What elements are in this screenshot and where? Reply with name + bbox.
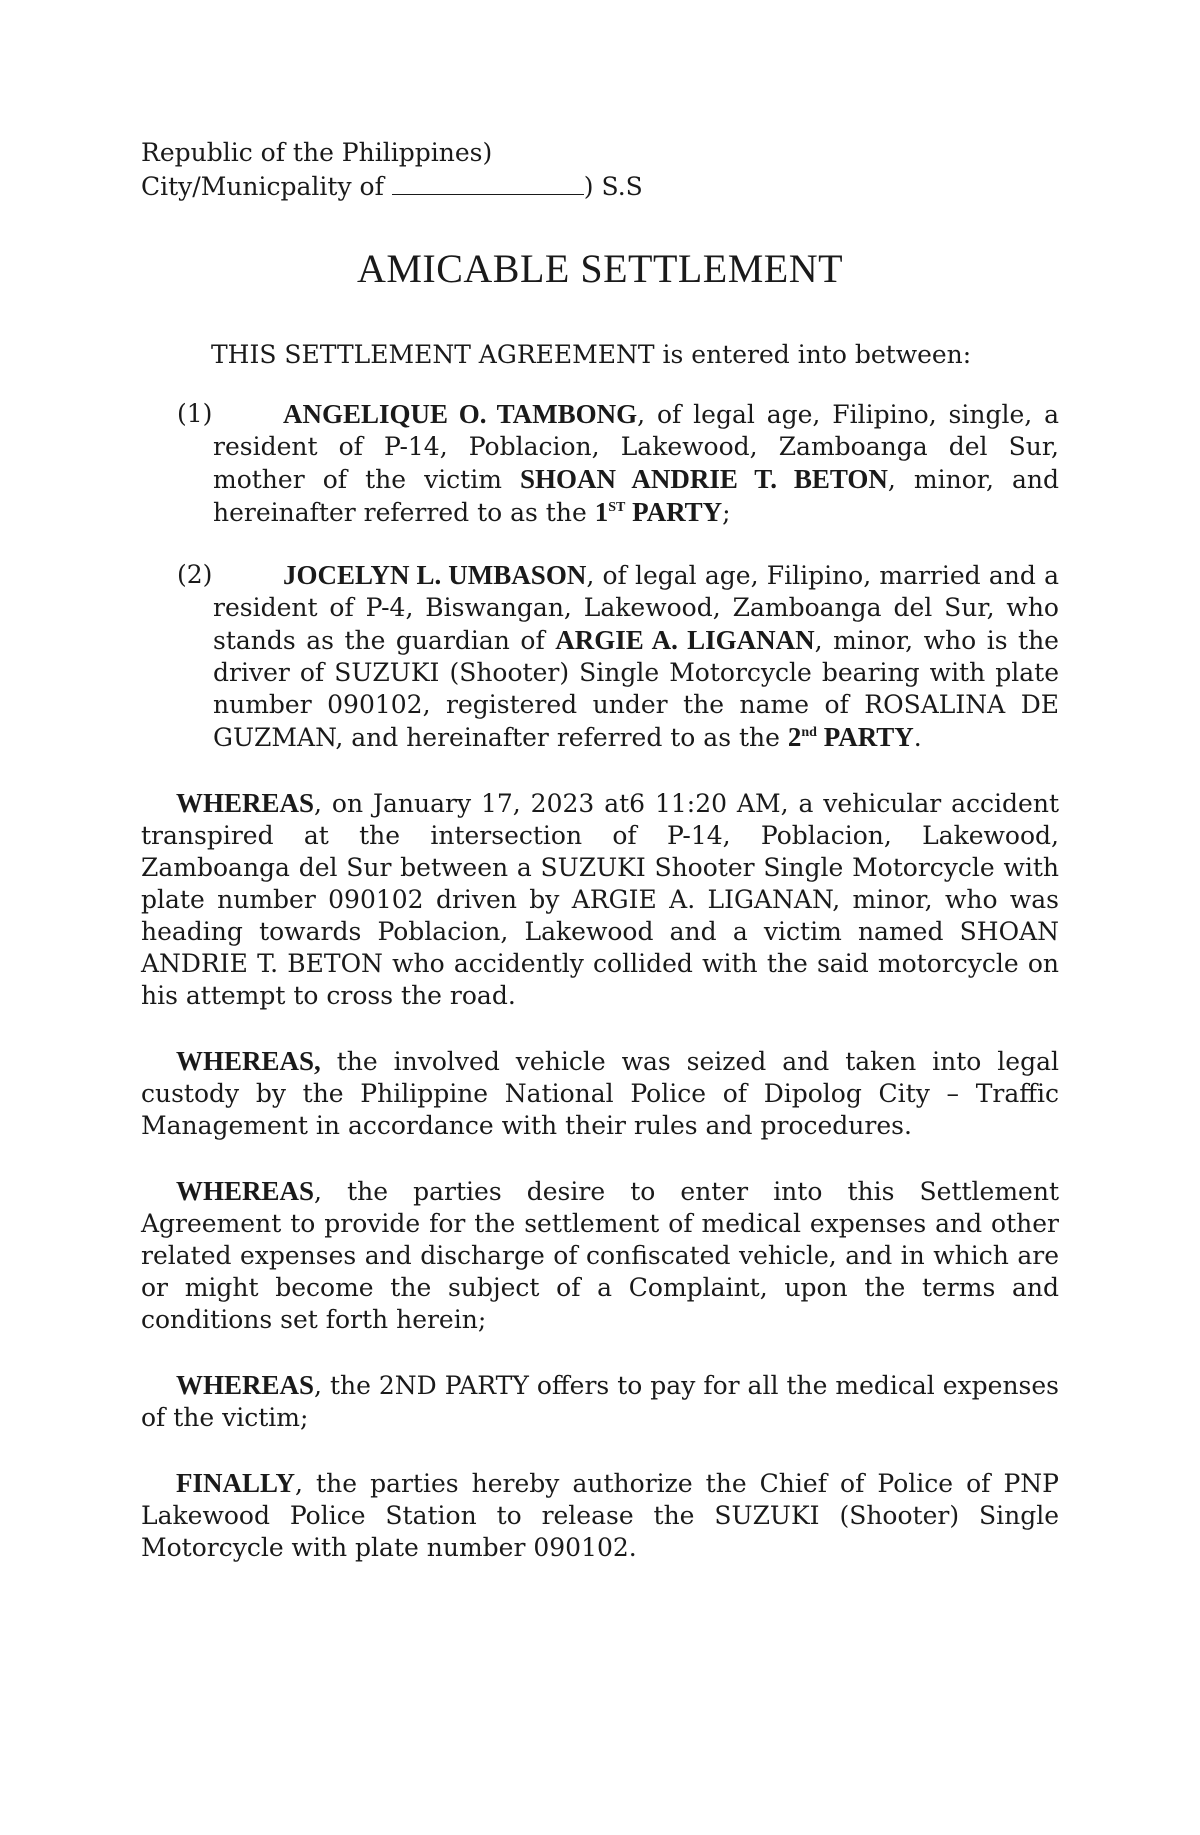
header-line2-prefix: City/Municpality of [141,172,392,201]
party-2-ordinal [788,722,914,752]
header-line1: Republic of the Philippines) [141,138,493,167]
party-1-ordinal [595,497,722,527]
whereas-4-lead: WHEREAS [176,1370,315,1400]
party-1-label: PARTY [625,497,723,527]
party-1-number: (1) [177,399,213,428]
whereas-paragraph-2 [141,1045,1059,1142]
whereas-1-lead: WHEREAS [176,788,315,818]
party-2-name: JOCELYN L. UMBASON [283,560,587,590]
finally-paragraph [141,1467,1059,1564]
party-1-block [141,398,1059,529]
party-1-text2: , minor, and hereinafter referred to as the [213,465,1059,527]
party-2-text1: , of legal age, Filipino, married and a resident of P-4, Biswangan, Lakewood, Zamboanga del Sur, who stands as the guardian of [213,561,1060,655]
party-2-label: PARTY [816,722,914,752]
party-2-end: . [913,723,922,752]
finally-lead: FINALLY [176,1468,296,1498]
finally-text: , the parties hereby authorize the Chief of Police of PNP Lakewood Police Station to release the SUZUKI (Shooter) Single Motorcycle with plate number 090102. [141,1469,1059,1562]
party-2-block [141,559,1059,754]
party-1-ordinal-num: 1 [594,497,609,527]
party-2-ordinal-sup: nd [801,725,817,740]
document-page [141,136,1059,1564]
whereas-paragraph-1 [141,787,1059,1012]
party-2-ward: ARGIE A. LIGANAN [555,625,815,655]
whereas-paragraph-4 [141,1369,1059,1434]
intro-sentence: THIS SETTLEMENT AGREEMENT is entered into between: [211,340,972,369]
header-city [141,170,1059,204]
party-2-number: (2) [177,560,213,589]
party-1-text1: , of legal age, Filipino, single, a resident of P-14, Poblacion, Lakewood, Zamboanga del Sur, mother of the victim [213,400,1060,494]
party-1-name: ANGELIQUE O. TAMBONG [283,399,638,429]
whereas-3-text: , the parties desire to enter into this Settlement Agreement to provide for the settlement of medical expenses and other related expenses and discharge of confiscated vehicle, and in which are or might become the subject of a Complaint, upon the terms and conditions set forth herein; [141,1177,1059,1334]
document-title: AMICABLE SETTLEMENT [356,246,844,291]
whereas-2-text: the involved vehicle was seized and taken into legal custody by the Philippine National Police of Dipolog City – Traffic Management in accordance with their rules and procedures. [141,1047,1059,1140]
city-blank-line [392,174,584,195]
header-line2-suffix: ) S.S [583,172,643,201]
whereas-paragraph-3 [141,1175,1059,1336]
whereas-1-text: , on January 17, 2023 at6 11:20 AM, a vehicular accident transpired at the intersection of P-14, Poblacion, Lakewood, Zamboanga del Sur between a SUZUKI Shooter Single Motorcycle with plate number 090102 driven by ARGIE A. LIGANAN, minor, who was heading towards Poblacion, Lakewood and a victim named SHOAN ANDRIE T. BETON who accidently collided with the said motorcycle on his attempt to cross the road. [141,789,1059,1010]
whereas-3-lead: WHEREAS [176,1176,315,1206]
whereas-2-lead: WHEREAS, [176,1046,321,1076]
whereas-4-text: , the 2ND PARTY offers to pay for all the medical expenses of the victim; [141,1371,1059,1432]
party-1-ordinal-sup: ST [608,500,626,515]
header-republic [141,136,1059,170]
party-1-end: ; [722,498,731,527]
party-2-ordinal-num: 2 [787,722,802,752]
party-1-victim: SHOAN ANDRIE T. BETON [520,464,888,494]
party-2-text2: , minor, who is the driver of SUZUKI (Shooter) Single Motorcycle bearing with plate number 090102, registered under the name of ROSALINA DE GUZMAN, and hereinafter referred to as the [213,626,1059,752]
